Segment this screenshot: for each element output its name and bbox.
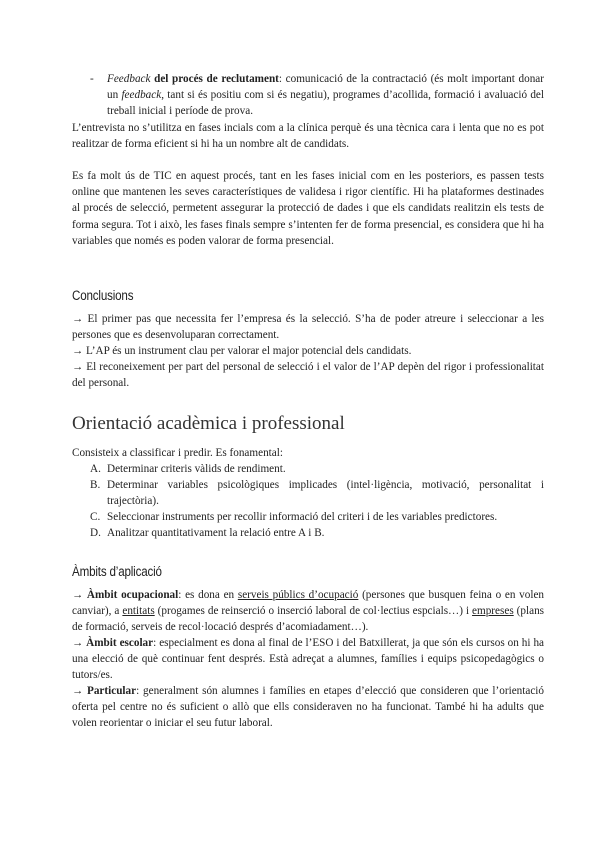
bullet-dash: -	[90, 73, 94, 85]
paragraph-entrevista: L’entrevista no s’utilitza en fases incials com a la clínica perquè és una tècnica cara i lenta que no es pot realitzar de forma eficient si hi ha un nombre alt de candidats.	[72, 122, 544, 151]
ambits-heading: Àmbits d’aplicació	[72, 564, 162, 579]
conclusion-item-1: → El primer pas que necessita fer l’empresa és la selecció. S’ha de poder atreure i seleccionar a les persones que es desenvoluparan correctament.	[72, 313, 544, 342]
conclusion-item-2: → L’AP és un instrument clau per valorar el major potencial dels candidats.	[72, 345, 412, 357]
list-item-b: B. Determinar variables psicològiques implicades (intel·ligència, motivació, personalitat i trajectòria).	[90, 479, 544, 508]
list-item-a: A. Determinar criteris vàlids de rendiment.	[90, 463, 286, 475]
section-intro: Consisteix a classificar i predir. Es fonamental:	[72, 447, 283, 459]
list-item-d: D. Analitzar quantitativament la relació entre A i B.	[90, 527, 325, 539]
feedback-bold: del procés de reclutament	[150, 73, 279, 85]
section-title: Orientació acadèmica i professional	[72, 413, 345, 434]
ambit-escolar: → Àmbit escolar: especialment es dona al final de l’ESO i del Batxillerat, ja que són els cursos on hi ha una elecció de què continuar fent després. Està adreçat a alumnes, famílies i equips psicopedagògics o tutors/es.	[72, 637, 545, 682]
ambit-particular: → Particular: generalment són alumnes i famílies en etapes d’elecció que consideren que l’orientació oferta pel centre no és suficient o allò que ells consideraven no ha funcionat. També hi ha adults que volen reorientar o iniciar el seu futur laboral.	[72, 685, 544, 730]
feedback-bullet: Feedback del procés de reclutament: comunicació de la contractació (és molt important donar un feedback, tant si és positiu com si és negatiu), programes d’acollida, formació i avaluació del treball inicial i període de prova.	[107, 73, 544, 118]
ambit-ocupacional: → Àmbit ocupacional: es dona en serveis públics d’ocupació (persones que busquen feina o en volen canviar), a entitats (progames de reinserció o inserció laboral de col·lectius espcials…) i empreses (plans de formació, serveis de recol·locació després d’acomiadament…).	[72, 589, 545, 634]
feedback-italic: Feedback	[107, 73, 151, 85]
paragraph-tic: Es fa molt ús de TIC en aquest procés, tant en les fases inicial com en les posteriors, es passen tests online que mantenen les seves característiques de validesa i rigor científic. Hi ha plataformes destinades al procés de selecció, permetent assegurar la protecció de dades i que els candidats realitzin els tests de forma segura. Tot i això, les fases finals sempre s’intenten fer de forma presencial, es considera que hi ha variables que només es poden valorar de forma presencial.	[72, 170, 544, 247]
conclusion-item-3: → El reconeixement per part del personal de selecció i el valor de l’AP depèn del rigor i professionalitat del personal.	[72, 361, 544, 390]
conclusions-heading: Conclusions	[72, 288, 134, 303]
list-item-c: C. Seleccionar instruments per recollir informació del criteri i de les variables predictores.	[90, 511, 498, 523]
